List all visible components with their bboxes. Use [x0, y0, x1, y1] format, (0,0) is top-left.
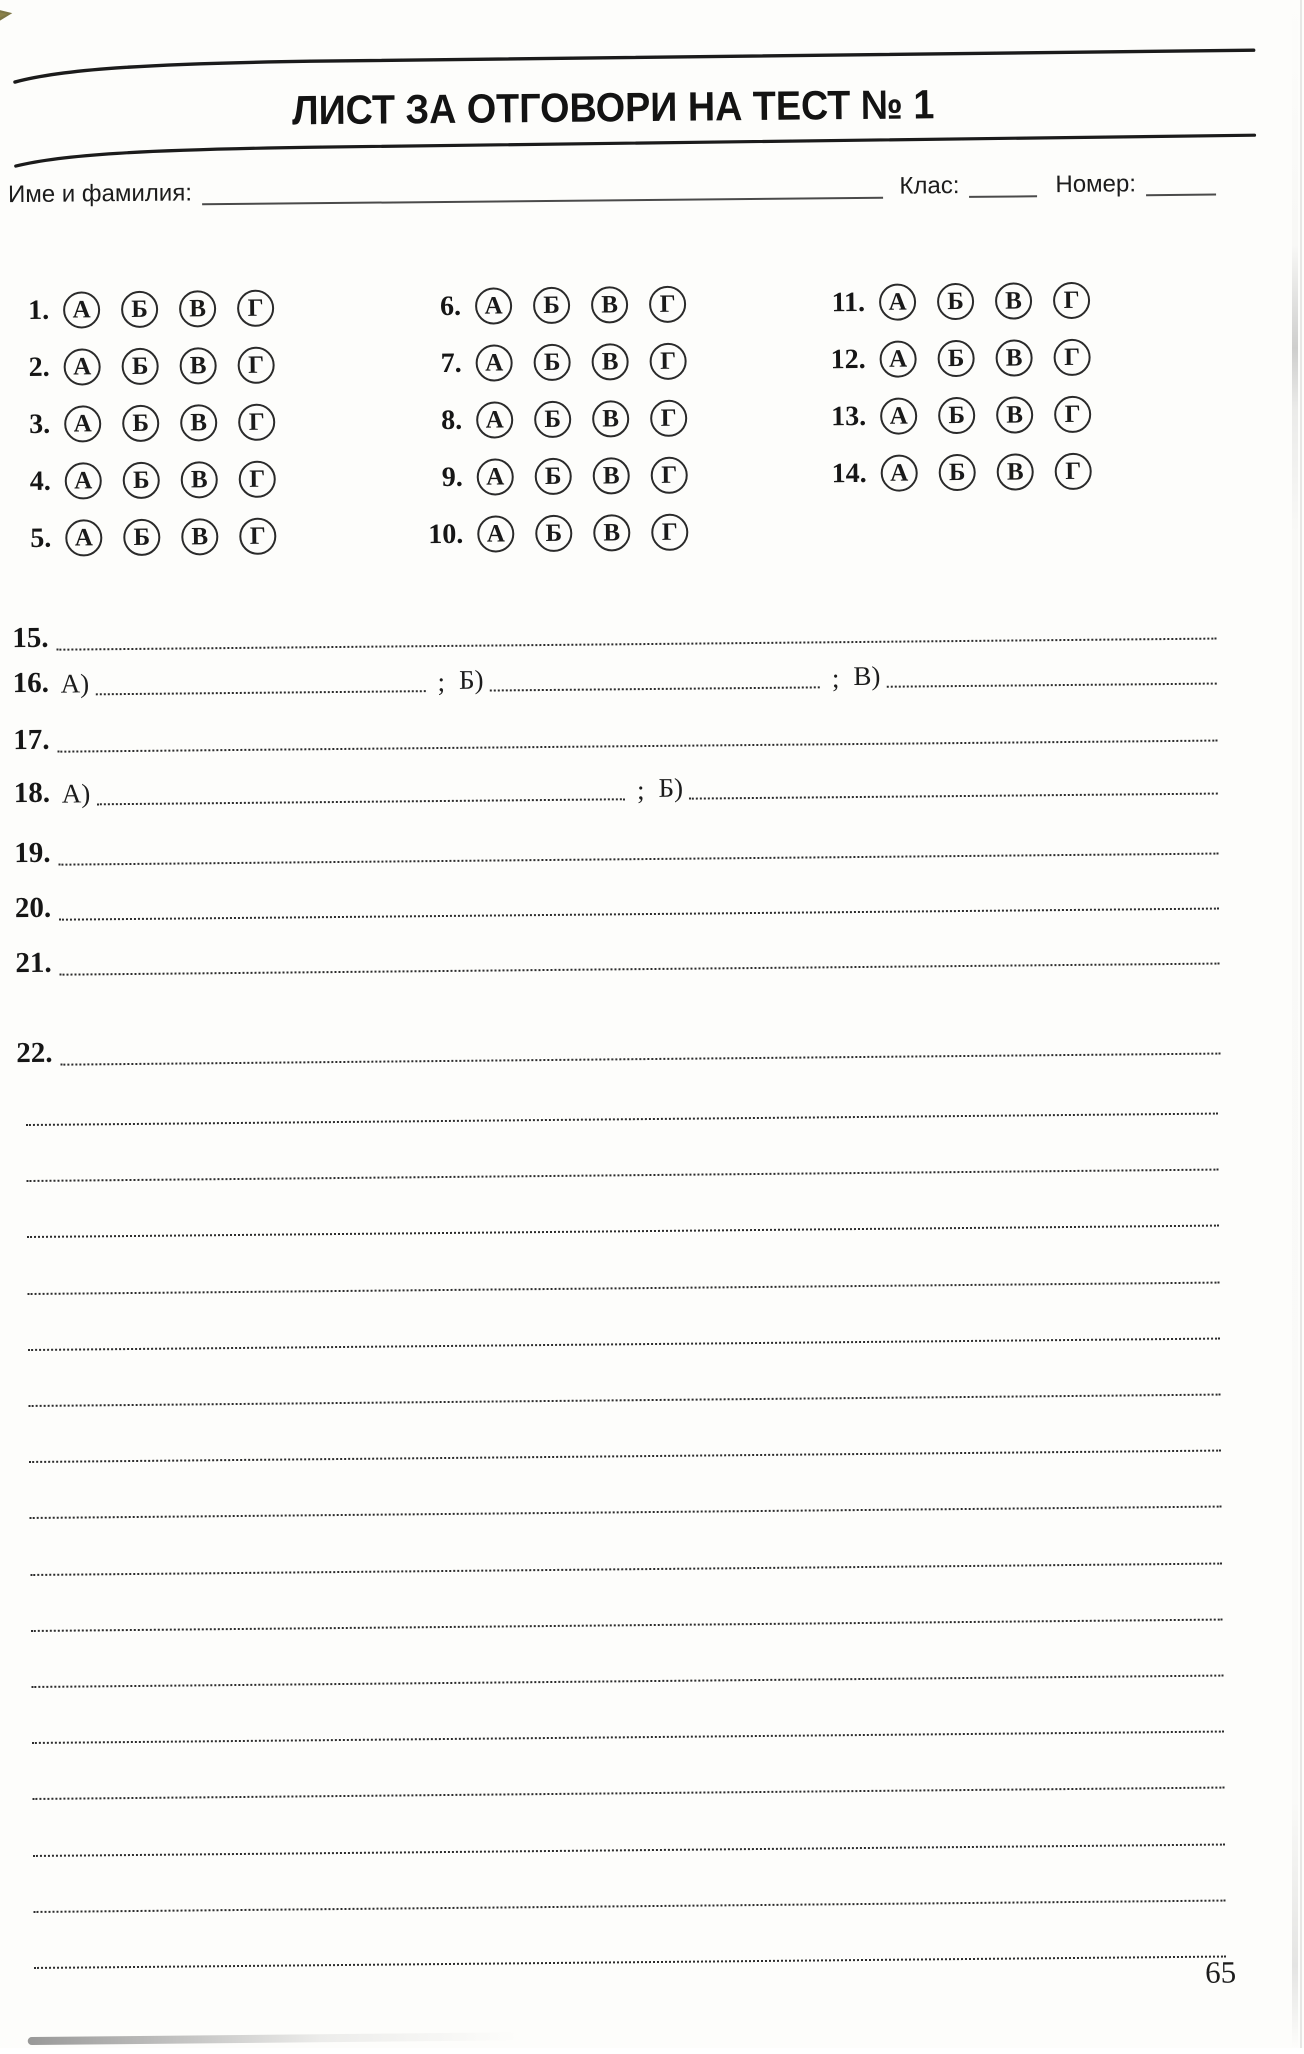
separator: ; [831, 662, 840, 694]
answer-line-continuation[interactable] [33, 1896, 1225, 1913]
number-input-line[interactable] [1146, 189, 1216, 197]
answer-bubble[interactable]: Г [650, 400, 687, 437]
name-label: Име и фамилия: [7, 179, 193, 209]
answer-bubble[interactable]: Г [1055, 453, 1092, 490]
written-answer-row [14, 878, 1219, 925]
answer-bubble[interactable]: А [475, 287, 512, 324]
choice-row [822, 386, 1092, 446]
answer-bubble[interactable]: В [181, 461, 218, 498]
question-number: 7. [440, 347, 462, 379]
answer-bubble[interactable]: Б [123, 462, 160, 499]
written-answer-row [13, 710, 1217, 757]
question-number: 18. [13, 776, 51, 810]
answer-bubble[interactable]: Б [121, 291, 158, 328]
answer-bubble[interactable]: А [477, 515, 514, 552]
answer-bubble[interactable]: Г [649, 286, 686, 323]
answer-bubble[interactable]: Г [237, 290, 274, 327]
answer-bubble[interactable]: А [63, 348, 100, 385]
answer-line-continuation[interactable] [31, 1671, 1223, 1688]
answer-bubble[interactable]: Г [649, 343, 686, 380]
written-answer-row [14, 823, 1218, 870]
answer-line-continuation[interactable] [26, 1165, 1218, 1182]
question-number: 19. [14, 836, 51, 870]
choice-row [821, 329, 1091, 389]
answer-line[interactable] [886, 677, 1216, 688]
corner-arrow-mark [0, 6, 13, 24]
answer-bubble[interactable]: Г [651, 457, 688, 494]
answer-bubble[interactable]: Г [1053, 339, 1090, 376]
answer-line[interactable] [689, 787, 1218, 800]
page-number: 65 [1204, 1954, 1237, 1990]
page-title: ЛИСТ ЗА ОТГОВОРИ НА ТЕСТ № 1 [291, 81, 935, 134]
question-number: 20. [14, 891, 52, 925]
answer-line[interactable] [490, 680, 820, 691]
choice-row [425, 504, 689, 564]
answer-line[interactable] [59, 957, 1219, 976]
answer-bubble[interactable]: Б [937, 283, 974, 320]
answer-bubble[interactable]: А [879, 283, 916, 320]
answer-line-continuation[interactable] [31, 1615, 1223, 1632]
answer-line-continuation[interactable] [28, 1334, 1220, 1351]
answer-line-continuation[interactable] [33, 1840, 1225, 1857]
answer-bubble[interactable]: Б [939, 454, 976, 491]
answer-bubble[interactable]: В [179, 347, 216, 384]
number-label: Номер: [1055, 170, 1137, 199]
answer-line[interactable] [58, 847, 1218, 866]
part-label: Б) [658, 772, 684, 803]
written-answer-row [12, 608, 1216, 655]
question-number: 10. [428, 518, 464, 550]
answer-bubble[interactable]: В [179, 290, 216, 327]
question-number: 15. [12, 621, 49, 655]
answer-bubble[interactable]: В [181, 518, 218, 555]
written-answer-row [15, 933, 1219, 980]
choice-row [423, 333, 687, 393]
answer-bubble[interactable]: А [63, 291, 100, 328]
answer-bubble[interactable]: Б [535, 515, 572, 552]
class-input-line[interactable] [969, 190, 1037, 198]
question-number: 11. [831, 286, 866, 318]
answer-line-continuation[interactable] [30, 1559, 1222, 1576]
choice-row [17, 508, 277, 567]
choice-row [821, 272, 1091, 332]
answer-line[interactable] [57, 734, 1217, 753]
answer-bubble[interactable]: В [180, 404, 217, 441]
answer-line[interactable] [95, 684, 425, 695]
answer-bubble[interactable]: А [476, 401, 513, 438]
question-number: 1. [27, 294, 50, 326]
bottom-scan-smudge [28, 2032, 518, 2045]
class-label: Клас: [899, 172, 960, 200]
right-edge-scan-shadow [1292, 0, 1298, 2048]
answer-bubble[interactable]: Б [938, 397, 975, 434]
answer-bubble[interactable]: В [593, 514, 630, 551]
answer-bubble[interactable]: В [997, 453, 1034, 490]
answer-line[interactable] [56, 632, 1216, 651]
question-number: 22. [16, 1036, 53, 1070]
answer-bubble[interactable]: В [995, 282, 1032, 319]
answer-bubble[interactable]: В [593, 457, 630, 494]
choice-row [16, 451, 276, 510]
answer-bubble[interactable]: Г [1054, 396, 1091, 433]
answer-bubble[interactable]: Б [535, 458, 572, 495]
answer-line-continuation[interactable] [26, 1109, 1218, 1126]
answer-bubble[interactable]: Б [121, 348, 158, 385]
answer-bubble[interactable]: Б [533, 287, 570, 324]
answer-line-continuation[interactable] [30, 1502, 1222, 1519]
answer-bubble[interactable]: Г [237, 347, 274, 384]
written-answer-row [16, 1023, 1220, 1070]
answer-line-continuation[interactable] [32, 1727, 1224, 1744]
answer-bubble[interactable]: В [592, 400, 629, 437]
answer-bubble[interactable]: Г [1053, 282, 1090, 319]
answer-line[interactable] [96, 792, 625, 805]
answer-line-continuation[interactable] [29, 1446, 1221, 1463]
question-number: 5. [30, 522, 52, 554]
answer-line-continuation[interactable] [27, 1221, 1219, 1238]
question-number: 3. [29, 408, 51, 440]
choice-row [424, 447, 688, 507]
question-number: 8. [441, 404, 463, 436]
question-number: 13. [831, 400, 867, 432]
answer-bubble[interactable]: А [475, 344, 512, 381]
answer-line[interactable] [59, 902, 1219, 921]
answer-bubble[interactable]: В [995, 339, 1032, 376]
answer-bubble[interactable]: Б [534, 401, 571, 438]
answer-bubble[interactable]: Г [651, 514, 688, 551]
choice-row [15, 280, 275, 339]
written-answer-row [12, 653, 1217, 700]
written-answer-row [13, 763, 1218, 810]
part-label: А) [60, 668, 90, 699]
part-label: В) [853, 660, 881, 691]
question-number: 6. [439, 290, 462, 322]
choice-row [423, 276, 687, 336]
answer-bubble[interactable]: Б [123, 519, 160, 556]
choice-row [822, 443, 1092, 503]
question-number: 17. [13, 723, 50, 757]
question-number: 4. [29, 465, 51, 497]
separator: ; [437, 666, 446, 697]
answer-bubble[interactable]: В [591, 343, 628, 380]
answer-bubble[interactable]: А [880, 397, 917, 434]
answer-line-continuation[interactable] [29, 1390, 1221, 1407]
question-number: 16. [12, 666, 50, 700]
choice-row [15, 337, 275, 396]
answer-bubble[interactable]: Б [533, 344, 570, 381]
answer-line-continuation[interactable] [32, 1783, 1224, 1800]
answer-bubble[interactable]: А [881, 454, 918, 491]
answer-bubble[interactable]: А [65, 519, 102, 556]
part-label: Б) [458, 664, 484, 695]
separator: ; [636, 774, 645, 805]
answer-bubble[interactable]: А [879, 340, 916, 377]
answer-line[interactable] [60, 1047, 1220, 1066]
question-number: 9. [441, 461, 463, 493]
answer-bubble[interactable]: Б [937, 340, 974, 377]
answer-line-continuation[interactable] [34, 1952, 1226, 1969]
choice-column [821, 272, 1092, 503]
answer-bubble[interactable]: В [996, 396, 1033, 433]
answer-line-continuation[interactable] [28, 1278, 1220, 1295]
choice-column [423, 276, 689, 564]
answer-bubble[interactable]: Г [239, 461, 276, 498]
answer-bubble[interactable]: А [477, 458, 514, 495]
right-edge-hairline [1300, 0, 1302, 2048]
answer-bubble[interactable]: Г [238, 404, 275, 441]
answer-bubble[interactable]: А [65, 462, 102, 499]
choice-row [16, 394, 276, 453]
answer-bubble[interactable]: Г [239, 518, 276, 555]
choice-row [424, 390, 688, 450]
answer-bubble[interactable]: А [64, 405, 101, 442]
part-label: А) [61, 778, 91, 809]
question-number: 12. [830, 343, 866, 375]
choice-column [15, 280, 277, 567]
answer-bubble[interactable]: В [591, 286, 628, 323]
answer-bubble[interactable]: Б [122, 405, 159, 442]
question-number: 2. [28, 351, 50, 383]
question-number: 14. [831, 457, 867, 489]
question-number: 21. [15, 946, 52, 980]
